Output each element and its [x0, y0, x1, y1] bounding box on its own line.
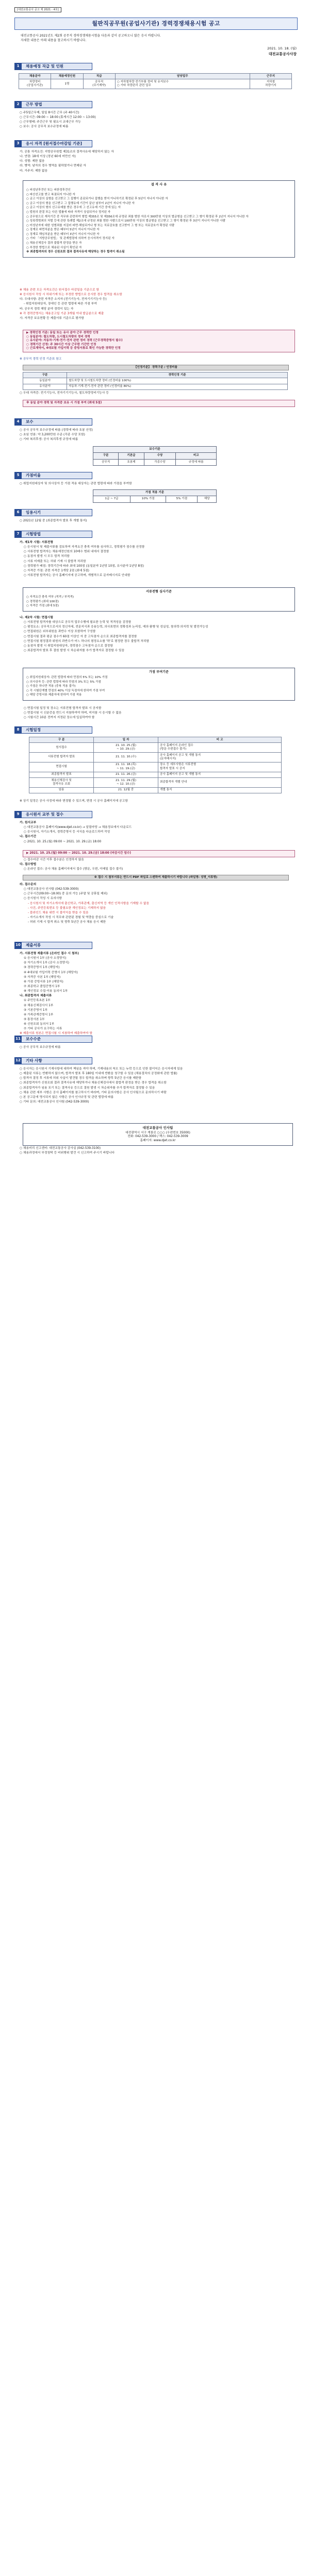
notice-number-tag: [대전교통공사 공고 제 2021 - 4호] [14, 7, 61, 12]
schedule-note [20, 800, 293, 804]
table-header-cell: 경력인정 기준 [67, 372, 288, 378]
career-criteria-title: ▶ 경력인정 기준: 동일 또는 유사 분야 근무 경력만 인정 [26, 331, 99, 334]
list-item: ③ 기본증명서 1부 [24, 1008, 48, 1012]
table-cell: 21. 12월 중 [94, 787, 158, 793]
section-9-label: 응시원서 교부 및 접수 [22, 811, 92, 818]
list-item: - 자기소개서 작성 시 직무와 관련된 경험 및 역량을 중심으로 기술 [28, 916, 114, 919]
list-item: ③ 경력증명서 1부 (해당자) [24, 966, 60, 970]
table-header-row [23, 372, 288, 378]
disqualification-box-title: 결 격 사 유 [151, 183, 167, 187]
table-row [29, 743, 282, 753]
table-cell: 최종합격자 개별 안내 [158, 778, 282, 788]
list-item: ○ 최종합격자 발표 후 결원 발생 시 차순위자를 추가 합격자로 결정할 수 있음 [24, 649, 125, 652]
section-5-body [20, 482, 293, 487]
list-item: ○ 시험시간 10분 전까지 지정된 장소에 입실하여야 함 [24, 716, 95, 720]
list-item: ○ 근로계약서, 4대보험 가입이력 등 증빙서류로 확인 가능한 경력만 인정 [26, 347, 121, 350]
intro-line-1: 대전교통공사 2021년도 제2회 공무직 경력경쟁채용시험을 다음과 같이 공고하오니 많은 응시 바랍니다. [21, 34, 161, 38]
list-item: ○ 응시자는 응시원서 기재사항에 대하여 책임을 져야 하며, 기재내용의 착오 또는 누락 등으로 인한 불이익은 응시자에게 있음 [20, 1067, 183, 1071]
list-item: ○ 응시원서 작성 시 유의사항 [24, 897, 62, 901]
list-item: - 블라인드 채용 위반 시 불이익을 받을 수 있음 [28, 911, 89, 914]
list-item: ○ 동점자 발생 시 모두 합격 처리함 [24, 555, 70, 558]
section-10-header [14, 942, 92, 949]
list-item: ○ 기타 복리후생: 공사 복리후생 규정에 따름 [20, 438, 78, 442]
table-cell: 21. 11. 18.(목) ~ 11. 19.(금) [94, 762, 158, 772]
table-header-cell: 구 분 [29, 737, 94, 743]
table-header-cell: 비 고 [158, 737, 282, 743]
section-7-label: 시험방법 [22, 531, 92, 538]
table-cell: 유사분야 [23, 384, 67, 389]
table-cell: 장소 등 세부사항은 서류전형 합격자 발표 시 공지 [158, 762, 282, 772]
box-title: 가점 부여기준 [149, 670, 169, 674]
list-item: ① 주민등록초본 1부 [24, 999, 51, 1003]
list-item: ○ 동일분야: 철도차량, 도시철도차량의 정비 경력 [26, 335, 90, 338]
list-item: ○ 공사 공무직 보수규정에 따름 [20, 1046, 61, 1049]
contact-line: 대전광역시 서구 계룡로 ○○○ (우편번호 35000) [125, 1131, 190, 1134]
section-9-number: 9 [14, 811, 22, 818]
list-item: ○ 서류 미제출 또는 허위 기재 시 불합격 처리함 [24, 560, 86, 563]
list-item: ○ 금고 이상의 형의 선고유예를 받은 경우에 그 선고유예 기간 중에 있는 자 [26, 206, 121, 210]
list-item: ○ 채용비리 신고센터: 대전교통공사 감사실 (042-539-3100) [20, 1147, 101, 1150]
table-cell: 공무직 [93, 459, 119, 465]
section-7-body-a [20, 541, 293, 579]
section-2-label: 근무 방법 [22, 101, 92, 108]
list-item: ④ 4대보험 가입이력 증명서 1부 (해당자) [24, 971, 78, 974]
list-item: ○ 부정한 방법으로 채용된 사실이 확인된 자 [26, 246, 82, 249]
table-cell: 호봉제 [119, 459, 144, 465]
section-3-body [20, 150, 293, 174]
list-item: ○ 채용 관련 세부 사항은 공사 홈페이지를 참고하시기 바라며, 기타 문의사항은 공사 인사팀으로 문의하시기 바람 [20, 1091, 167, 1094]
list-item: ○ 제출된 서류는 반환하지 않으며, 합격자 발표 후 180일 이내에 반환을 청구할 수 있음 (채용절차의 공정화에 관한 법률) [20, 1072, 177, 1076]
list-item: ○ 접수마감 시간 이후 접수분은 인정하지 않음 [24, 858, 84, 861]
section-9-header [14, 811, 92, 818]
list-item: ○ 평정요소: 공무직으로서의 정신자세, 전문지식과 응용능력, 의사표현의 정확성과 논리성, 예의·품행 및 성실성, 창의력·의지력 및 발전가능성 [24, 625, 208, 629]
list-item: ○ 합격자 결정 후 서류에 허위 사실이 발견될 경우 합격을 취소하며 향후 5년간 응시를 제한함 [20, 1077, 142, 1080]
list-item: ○ 채용신체검사 결과 불합격 판정을 받은 자 [26, 241, 82, 245]
section-11-header [14, 1036, 92, 1043]
list-item: - 허위 기재 시 합격 취소 및 향후 5년간 공사 채용 응시 제한 [28, 921, 106, 924]
section-3-label: 응시 자격 [원서접수마감일 기준] [22, 140, 92, 147]
table-cell: 공사 홈페이지 온라인 접수 (방문·우편접수 불가) [158, 743, 282, 753]
section-12-final [20, 1147, 293, 1156]
table-cell: 공사 홈페이지 공고 및 개별 통지 [158, 772, 282, 777]
recruitment-table [19, 73, 292, 89]
list-item: ○ 피성년후견인 또는 피한정후견인 [26, 189, 71, 192]
table-header-row [29, 737, 282, 743]
table-header-cell: 기본급 [119, 453, 144, 459]
table-row [29, 753, 282, 762]
intro-line-2: 자세한 내용은 아래 내용을 참고하시기 바랍니다. [21, 38, 87, 42]
bonus-note-box [23, 400, 295, 407]
table-cell: 개별 통지 [158, 787, 282, 793]
section-10-label: 제출서류 [22, 942, 92, 949]
section-7-body-c [20, 707, 293, 721]
list-item: ① 응시원서 1부 (공사 소정양식) [24, 957, 67, 960]
list-item: ○ 응시원서 및 제출서류를 검토하여 자격요건 충족 여부를 심사하고, 경력평가 점수를 산정함 [24, 546, 145, 549]
list-item: ② 자기소개서 1부 (공사 소정양식) [24, 961, 69, 965]
section-4-label: 보수 [22, 418, 92, 426]
list-item: ○ 서류전형 합격자는 공사 홈페이지에 공고하며, 개별적으로 문자메시지로 안내함 [24, 573, 130, 577]
list-item: 가. 서류전형 제출서류 (온라인 접수 시 첨부) [20, 952, 79, 955]
list-item: ○ 면접시험 시 신분증을 반드시 지참하여야 하며, 미지참 시 응시할 수 없음 [24, 711, 122, 715]
schedule-table [29, 737, 282, 793]
disqualification-box [23, 180, 295, 258]
box-title: 서류전형 심사기준 [146, 590, 172, 594]
application-period: ▶ 2021. 10. 25.(월) 09:00 ~ 2021. 10. 29.(금) 18:00 (마감시간 엄수) [26, 852, 131, 855]
notice-number-bar [14, 7, 61, 12]
list-item: ⑥ 신원조회 동의서 1부 [24, 1023, 55, 1026]
note-line: ※ 공무직 경력 인정 기준표 참고 [20, 358, 62, 361]
list-item: ○ 공무원으로 재직기간 중 직무와 관련하여 형법 제355조 및 제356조에 규정된 죄를 범한 자로서 300만원 이상의 벌금형을 선고받고 그 형이 확정된 후 2년이 지나지 아니한 자 [26, 215, 249, 218]
table-cell: ○ 지하철차량 전기부품 정비 및 유지보수 ○ 기타 차량관리 관련 업무 [115, 79, 250, 89]
list-item: - 사진, 주민등록번호 등 불필요한 개인정보는 기재하지 않음 [28, 906, 106, 910]
notice-title: 월판직공무원(공업사기관) 경력경쟁채용시험 공고 [92, 20, 220, 27]
table-header-cell: 구분 [93, 453, 119, 459]
table-header-cell: 구분 [23, 372, 67, 378]
table-cell: 공사 홈페이지 공고 및 개별 통지 (문자메시지) [158, 753, 282, 762]
section-6-body [20, 519, 293, 524]
section-2-body [20, 111, 293, 130]
table-cell: 동일분야 [23, 378, 67, 384]
section-12-header [14, 1057, 92, 1064]
bonus-criteria-box [23, 668, 295, 701]
section-2-number: 2 [14, 101, 22, 108]
list-item: ○ 파산선고를 받고 복권되지 아니한 자 [26, 193, 75, 196]
table-cell: 면접시험 [29, 762, 94, 772]
contact-org: 대전교통공사 인사팀 [142, 1126, 173, 1130]
intro-text [14, 34, 297, 43]
list-item: ⑦ 최종학교 졸업증명서 1부 [24, 985, 60, 988]
list-item: ○ 경력평가 (최대 100점) [26, 600, 59, 603]
section-1-label: 채용예정 직급 및 인원 [22, 63, 92, 70]
list-item: ○ 경력기간 산정: 주 30시간 이상 근무한 기간만 인정 [26, 343, 96, 346]
list-item: ⑥ 가점 증빙서류 1부 (해당자) [24, 980, 63, 984]
list-item: ○ 금고 이상의 형을 선고받고 그 집행유예 기간이 끝난 날부터 2년이 지나지 아니한 자 [26, 201, 135, 205]
list-item: ○ 의사상자 등: 관련 법령에 따라 만점의 3% 또는 5% 가점 [26, 680, 101, 684]
warning-line: ※ 응시원서 작성 시 허위기재 또는 부정한 방법으로 응시한 경우 합격을 취소함 [20, 293, 122, 297]
pdf-notice-bar: ※ 접수 시 첨부서류는 반드시 PDF 파일로 스캔하여 제출하시기 바랍니다 (파일명: 성명_서류명) [23, 875, 289, 880]
contact-box [23, 1123, 293, 1146]
section-6-number: 6 [14, 509, 22, 516]
table-cell: 공무직 (무기계약) [83, 79, 115, 89]
section-6-header [14, 509, 92, 516]
list-item: ○ 서류전형 합격자를 대상으로 공무직 업무수행에 필요한 능력 및 적격성을 검정함 [24, 621, 132, 624]
list-item: ※ 각 경력증명서는 채용공고일 기준 3개월 이내 발급분으로 제출 [20, 312, 104, 315]
list-item: 나. 연령: 18세 이상 (정년 60세 미만인 자) [20, 155, 76, 159]
table-cell: 서류전형 합격자 발표 [29, 753, 94, 762]
list-item: ○ 면접시험 평정결과 위원의 과반수가 어느 하나의 평정요소를 '하'로 평정한 경우 불합격 처리함 [24, 639, 150, 643]
table-cell: 21. 11. 10.(수) [94, 753, 158, 762]
list-item: ○ 가점은 하나만 적용 (중복 적용 불가) [26, 685, 76, 688]
section-8-number: 8 [14, 726, 22, 734]
list-item: ○ 성폭력범죄의 처벌 등에 관한 특례법 제2조에 규정된 죄를 범한 사람으로서 100만원 이상의 벌금형을 선고받고 그 형이 확정된 후 3년이 지나지 아니한 사람 [26, 219, 226, 223]
list-item: ○ 면접시험 결과 평균 점수가 60점 이상인 자 중 고득점자 순으로 최종합격자를 결정함 [24, 635, 137, 638]
list-item: - 취업지원대상자, 장애인 등 관련 법령에 따른 가점 부여 [24, 302, 97, 306]
list-item: ② 채용신체검사서 1부 [24, 1004, 54, 1007]
list-item: ○ 면접위원은 외부위원을 과반수 이상 포함하여 구성함 [24, 630, 96, 634]
list-item: ○ 우대 자격증: 전기기능사, 전자기기기능사, 철도차량정비기능사 등 [20, 392, 109, 395]
list-item: ○ 취업지원대상자: 관련 법령에 따라 만점의 5% 또는 10% 가점 [26, 676, 108, 680]
section-11-body [20, 1046, 293, 1050]
list-item: ○ 자격증 가점 (최대 5점) [26, 604, 59, 608]
section-11-label: 보수수준 [22, 1036, 92, 1043]
notice-title-box [14, 18, 298, 30]
list-item: ○ 응시원서, 자기소개서, 경력증명서 등 서식을 다운로드하여 작성 [24, 831, 110, 834]
document-screening-criteria-box [23, 587, 295, 612]
career-criteria-box [23, 330, 295, 352]
table-header-cell: 채용예정인원 [51, 74, 83, 79]
list-item: 사. 자격증 보유현황 등 제출서류 기준으로 평가함 [20, 316, 84, 320]
section-1-header [14, 63, 92, 70]
table-cell: 21. 10. 25.(월) ~ 10. 29.(금) [94, 743, 158, 753]
table-row [29, 772, 282, 777]
table-cell: 해당 [198, 496, 217, 502]
list-item: ○ 기타 문의: 대전교통공사 인사팀 (042-539-3000) [20, 1100, 89, 1104]
note-line: ※ 제출서류 원본은 면접시험 시 지참하여 제출하여야 함 [20, 1032, 92, 1036]
table-cell: 21. 11. 26.(금) [94, 772, 158, 777]
list-item: ○ 채용과정에서 부정청탁 등 비위행위 발견 시 신고하여 주시기 바랍니다 [20, 1151, 115, 1155]
table-header-row [19, 74, 292, 79]
contact-line: 전화: 042-539-3000 / 팩스: 042-539-3009 [127, 1135, 188, 1139]
list-item: 라. 병역: 남자의 경우 병역을 필하였거나 면제된 자 [20, 164, 86, 168]
list-item: ○ 근무시간: 09:00 ~ 18:00 (휴게시간 12:00 ~ 13:00) [20, 116, 96, 120]
list-item: 마. 거주지: 제한 없음 [20, 169, 48, 173]
warning-line: ※ 채용 관련 모든 자격요건은 원서접수 마감일을 기준으로 함 [20, 289, 99, 292]
table-row [93, 496, 217, 502]
criteria-gray-bar: 【인정기준】 경력구분 / 인정비율 [23, 365, 289, 370]
list-item: ○ 기타 「지방공무원법」 및 관계법령에 의하여 응시자격이 정지된 자 [26, 237, 114, 241]
section-10-body [20, 952, 293, 1037]
list-item: ○ 2021. 10. 25.(월) 09:00 ~ 2021. 10. 29.(금) 18:00 [24, 840, 102, 843]
date-and-issuer [267, 46, 297, 57]
table-cell: 철도차량 및 도시철도차량 정비 (인정비율 100%) [67, 378, 288, 384]
section-3-number: 3 [14, 140, 22, 147]
list-item: 가. 원서교부 [20, 821, 37, 824]
section-9-body-c [20, 883, 293, 925]
note-line: ※ 상기 일정은 공사 사정에 따라 변경될 수 있으며, 변경 시 공사 홈페이지에 공고함 [20, 800, 128, 803]
list-item: ○ 서류전형 합격자는 채용예정인원의 10배수 범위 내에서 결정함 [24, 550, 109, 554]
list-item: ○ 법원의 판결 또는 다른 법률에 따라 자격이 상실되거나 정지된 자 [26, 211, 111, 214]
table-header-cell: 직급 [83, 74, 115, 79]
box-note: ※ 최종합격자의 경우 신원조회 결과 결격사유에 해당하는 경우 합격이 취소됨 [26, 250, 125, 254]
section-7-body-b [20, 616, 293, 654]
table-header-cell: 수당 [144, 453, 176, 459]
bonus-rate-table [93, 489, 217, 503]
table-cell: 각종수당 [144, 459, 176, 465]
section-5-header [14, 472, 92, 479]
section-8-label: 시험일정 [22, 726, 92, 734]
list-item: ○ 동점자 발생 시 취업지원대상자, 경력점수 고득점자 순으로 결정함 [24, 644, 113, 648]
section-3-header [14, 140, 92, 147]
list-item: ○ 징계로 해임처분을 받은 때부터 3년이 지나지 아니한 자 [26, 232, 100, 236]
section-9-body-a [20, 821, 293, 845]
list-item: 다. 성별: 제한 없음 [20, 160, 45, 163]
list-item: ○ 각 시험단계별 만점의 40% 이상 득점자에 한하여 가점 부여 [26, 689, 105, 692]
section-6-label: 임용시기 [22, 509, 92, 516]
list-item: ⑧ 개인정보 수집·이용 동의서 1부 [24, 990, 68, 993]
career-criteria-table [23, 372, 288, 390]
table-header-row [93, 490, 217, 496]
career-note [20, 358, 293, 362]
table-row [29, 787, 282, 793]
list-item: 라. 접수문의 [20, 883, 37, 886]
table-header-cell: 담당업무 [115, 74, 250, 79]
section-10-number: 10 [14, 942, 22, 949]
table-header-cell: 보수기준 [93, 447, 217, 453]
section-12-label: 기타 사항 [22, 1057, 92, 1064]
section-3-after-box [20, 289, 293, 321]
list-item: ○ 최종합격자가 신원조회 결과 결격사유에 해당하거나 채용신체검사에서 불합격 판정을 받은 경우 합격을 취소함 [20, 1081, 167, 1085]
table-row [29, 778, 282, 788]
section-2-header [14, 101, 92, 108]
list-item: 바. 공무직 경력 해당 분야 경력이 있는 자 [20, 307, 74, 311]
career-after-table [20, 392, 293, 396]
section-9-body-b [20, 858, 293, 872]
list-item: 가. 공통 자격요건: 지방공무원법 제31조의 결격사유에 해당하지 않는 자 [20, 150, 114, 154]
section-5-label: 가점비율 [22, 472, 92, 479]
list-item: ○ 최종합격자가 임용 포기 또는 결격사유 등으로 결원 발생 시 차순위자를 추가 합격자로 결정할 수 있음 [20, 1086, 155, 1090]
list-item: ○ 자격요건 충족 여부 (적격 / 부적격) [26, 596, 74, 599]
list-item: ○ 근무형태: 주간근무 및 필요시 교대근무 가능 [20, 121, 81, 124]
list-item: ○ 자격증 가점: 관련 자격증 1개당 2점 (최대 5점) [24, 569, 89, 572]
list-item: ○ 해당 증빙서류 제출자에 한하여 가점 적용 [26, 693, 82, 697]
list-item: ○ 경력평가 배점: 경력기간에 따라 최대 100점 (동일분야 1년당 10점, 유사분야 1년당 8점) [24, 564, 144, 568]
table-cell: 원서접수 [29, 743, 94, 753]
list-item: ○ 면접시험 일정 및 장소는 서류전형 합격자 발표 시 공지함 [24, 707, 102, 710]
contact-line: 홈페이지: www.djet.co.kr [140, 1139, 176, 1142]
section-4-body [20, 429, 293, 443]
section-4-number: 4 [14, 418, 22, 426]
bonus-note: ※ 동일 분야 경력 및 자격증 보유 시 가점 부여 (최대 5점) [26, 401, 102, 404]
table-cell: 임용 [29, 787, 94, 793]
list-item: 나. 제2차 시험: 면접시험 [20, 616, 54, 619]
section-12-number: 12 [14, 1057, 22, 1064]
table-row [23, 384, 288, 389]
application-period-bar [23, 850, 295, 857]
table-cell: 1급 ~ 7급 [93, 496, 130, 502]
list-item: ○ 공사 공무직 보수규정에 따름 (경력에 따라 호봉 산정) [20, 429, 93, 432]
table-cell: 최종합격자 발표 [29, 772, 94, 777]
list-item: 나. 최종합격자 제출서류 [20, 994, 52, 998]
list-item: ④ 가족관계증명서 1부 [24, 1013, 54, 1016]
list-item: ⑦ 기타 공사가 요구하는 서류 [24, 1027, 62, 1031]
table-cell: 채용신체검사 및 결격사유 조회 [29, 778, 94, 788]
table-row [19, 79, 292, 89]
list-item: 나. 접수기간 [20, 835, 37, 839]
list-item: 다. 접수방법 [20, 863, 37, 867]
list-item: ○ 취업지원대상자 및 의사상자 등 가점 적용 대상자는 관련 법령에 따라 가점을 부여함 [20, 482, 132, 485]
section-1-number: 1 [14, 63, 22, 70]
list-item: - 응시원서 및 자기소개서에 출신학교, 가족관계, 출신지역 등 개인 인적사항을 기재할 수 없음 [28, 902, 150, 905]
list-item: ⑤ 자격증 사본 1부 (해당자) [24, 975, 61, 979]
section-8-header [14, 726, 92, 734]
list-item: ○ 유사분야: 자동차·기계·전기·전자 관련 정비 경력 (근무경력증명서 필수) [26, 339, 123, 343]
table-header-cell: 비고 [176, 453, 217, 459]
table-row [29, 762, 282, 772]
table-header-row [93, 447, 217, 453]
table-cell: 자동차·기계·전기·전자 관련 정비 (인정비율 80%) [67, 384, 288, 389]
list-item: ○ 보수: 공사 공무직 보수규정에 따름 [20, 125, 69, 129]
section-7-number: 7 [14, 531, 22, 538]
table-cell: 차량정비 (공업사기관) [19, 79, 51, 89]
section-4-header [14, 418, 92, 426]
table-header-cell: 근무지 [250, 74, 291, 79]
list-item: ⑤ 통장사본 1부 [24, 1018, 45, 1021]
list-item: ○ 2021년 12월 중 (최종합격자 발표 후 개별 통지) [20, 519, 87, 522]
section-12-body [20, 1067, 293, 1105]
list-item: ○ 근무시간(09:00~18:00) 중 문의 가능 (주말 및 공휴일 제외) [24, 892, 108, 896]
list-item: ○ 대전교통공사 인사팀 (042-539-3000) [24, 888, 79, 891]
table-cell: 1명 [51, 79, 83, 89]
list-item: ○ 온라인 접수: 공사 채용 홈페이지에서 접수 (방문, 우편, 이메일 접수 불가) [24, 868, 123, 871]
table-cell: 21. 11. 29.(월) ~ 12. 10.(금) [94, 778, 158, 788]
table-cell: 5% 가점 [166, 496, 198, 502]
list-item: ○ 초임 연봉: 약 3,200만원 수준 (각종 수당 포함) [20, 433, 85, 437]
table-cell: 지하철 차량기지 [250, 79, 291, 89]
list-item: ○ 대전교통공사 홈페이지(www.djet.co.kr) → 알림마당 → 채용정보에서 다운로드 [24, 826, 132, 829]
section-7-header [14, 531, 92, 538]
table-header-cell: 채용분야 [19, 74, 51, 79]
list-item: 다. 우대사항: 관련 자격증 소지자 (전기기능사, 전자기기기능사 등) [20, 298, 107, 301]
issuer-name: 대전교통공사사장 [268, 52, 297, 56]
table-row [23, 378, 288, 384]
section-5-number: 5 [14, 472, 22, 479]
list-item: ○ 징계로 파면처분을 받은 때부터 5년이 지나지 아니한 자 [26, 228, 100, 232]
pay-standard-table [93, 446, 217, 466]
list-item: ○ 미성년자에 대한 성범죄를 저질러 파면·해임되거나 형 또는 치료감호를 선고받아 그 형 또는 치료감호가 확정된 사람 [26, 224, 175, 227]
section-11-number: 11 [14, 1036, 22, 1043]
table-cell: 10% 가점 [130, 496, 166, 502]
list-item: ○ 본 공고문에 명시되지 않은 사항은 공사 인사규정 및 관련 법령에 따름 [20, 1095, 114, 1099]
list-item: ○ 주5일근무제, 일일 8시간 근무 (주 40시간) [20, 111, 79, 114]
list-item: 가. 제1차 시험: 서류전형 [20, 541, 54, 544]
table-header-row [93, 453, 217, 459]
list-item: ○ 금고 이상의 실형을 선고받고 그 집행이 종료되거나 집행을 받지 아니하기로 확정된 후 5년이 지나지 아니한 자 [26, 197, 168, 201]
table-header-cell: 일 자 [94, 737, 158, 743]
notice-date: 2021. 10. 18. (월) [267, 46, 297, 50]
table-header-cell: 가점 적용 기준 [93, 490, 217, 496]
table-cell: 규정에 따름 [176, 459, 217, 465]
table-row [93, 459, 217, 465]
